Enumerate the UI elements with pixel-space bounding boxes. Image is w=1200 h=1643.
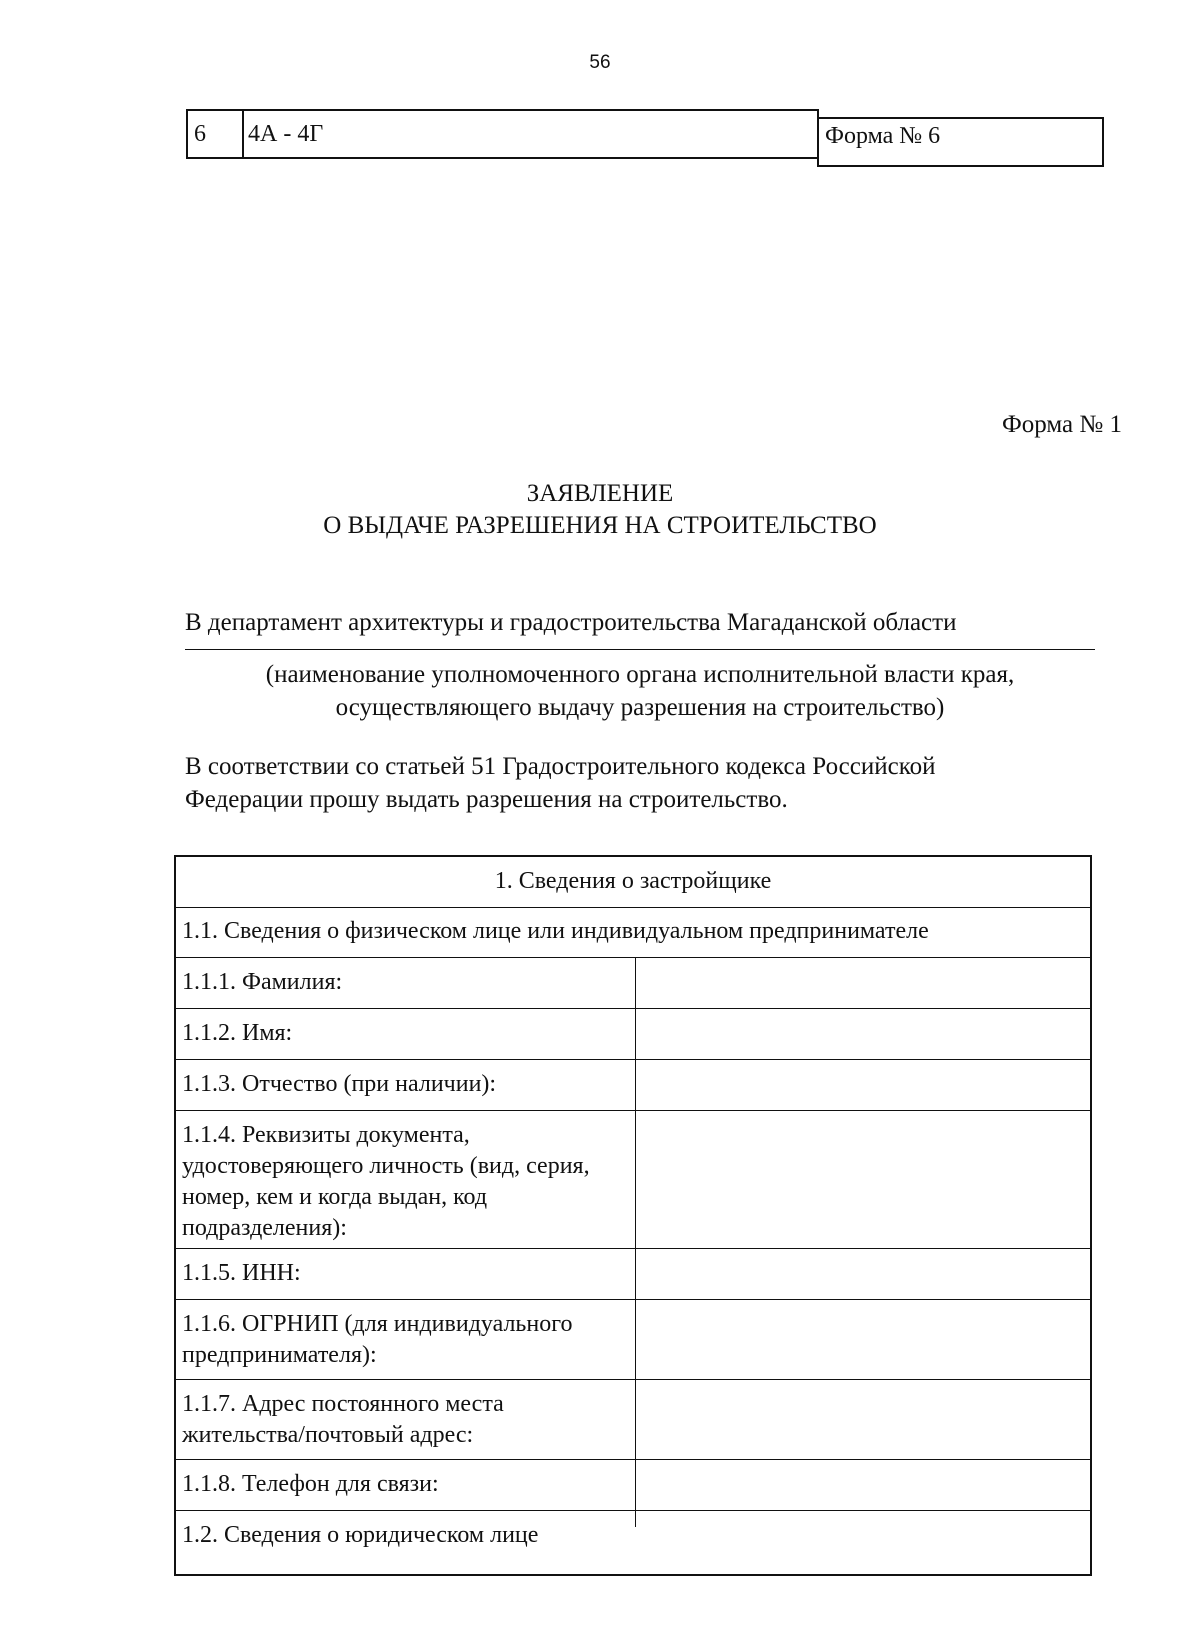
addressee-caption-line-2: осуществляющего выдачу разрешения на строительство) (335, 694, 945, 721)
page-number: 56 (589, 52, 611, 73)
table-row-label-surname: 1.1.1. Фамилия: (182, 969, 343, 995)
table-row-label-phone: 1.1.8. Телефон для связи: (182, 1471, 439, 1497)
identity-document-value-field[interactable] (637, 1110, 1090, 1248)
table-row-label-address: 1.1.7. Адрес постоянного места жительства/почтовый адрес: (182, 1391, 504, 1448)
addressee-caption-line-1: (наименование уполномоченного органа исполнительной власти края, (265, 661, 1015, 688)
table-column-divider (635, 957, 636, 1527)
name-value-field[interactable] (637, 1008, 1090, 1059)
header-cell-range: 4А - 4Г (242, 109, 819, 159)
addressee-line: В департамент архитектуры и градостроительства Магаданской области (185, 609, 957, 636)
table-row-label-name: 1.1.2. Имя: (182, 1020, 293, 1046)
header-row-table (186, 109, 1104, 167)
table-row-label-ogrnip: 1.1.6. ОГРНИП (для индивидуального предпринимателя): (182, 1311, 573, 1368)
address-value-field[interactable] (637, 1379, 1090, 1459)
table-row-label-patronymic: 1.1.3. Отчество (при наличии): (182, 1071, 497, 1097)
document-title: ЗАЯВЛЕНИЕ (526, 480, 674, 507)
phone-value-field[interactable] (637, 1459, 1090, 1510)
addressee-underline (185, 649, 1095, 650)
surname-value-field[interactable] (637, 957, 1090, 1008)
form-number-label: Форма № 1 (1002, 411, 1122, 438)
inn-value-field[interactable] (637, 1248, 1090, 1299)
request-paragraph (185, 750, 1085, 816)
table-subsection-individual: 1.1. Сведения о физическом лице или индивидуальном предпринимателе (182, 918, 929, 944)
addressee-caption (185, 658, 1095, 724)
developer-info-table (174, 855, 1092, 1576)
table-section-title: 1. Сведения о застройщике (494, 868, 772, 894)
table-row-label-inn: 1.1.5. ИНН: (182, 1260, 301, 1286)
header-cell-form: Форма № 6 (817, 117, 1104, 167)
header-cell-number: 6 (186, 109, 244, 159)
request-line-1: В соответствии со статьей 51 Градостроительного кодекса Российской (185, 753, 936, 780)
document-subtitle: О ВЫДАЧЕ РАЗРЕШЕНИЯ НА СТРОИТЕЛЬСТВО (323, 512, 877, 539)
ogrnip-value-field[interactable] (637, 1299, 1090, 1379)
patronymic-value-field[interactable] (637, 1059, 1090, 1110)
request-line-2: Федерации прошу выдать разрешения на строительство. (185, 786, 788, 813)
table-subsection-legal-entity: 1.2. Сведения о юридическом лице (182, 1522, 539, 1548)
table-row-label-identity-document: 1.1.4. Реквизиты документа, удостоверяющего личность (вид, серия, номер, кем и когда выдан, код подразделения): (182, 1122, 590, 1241)
